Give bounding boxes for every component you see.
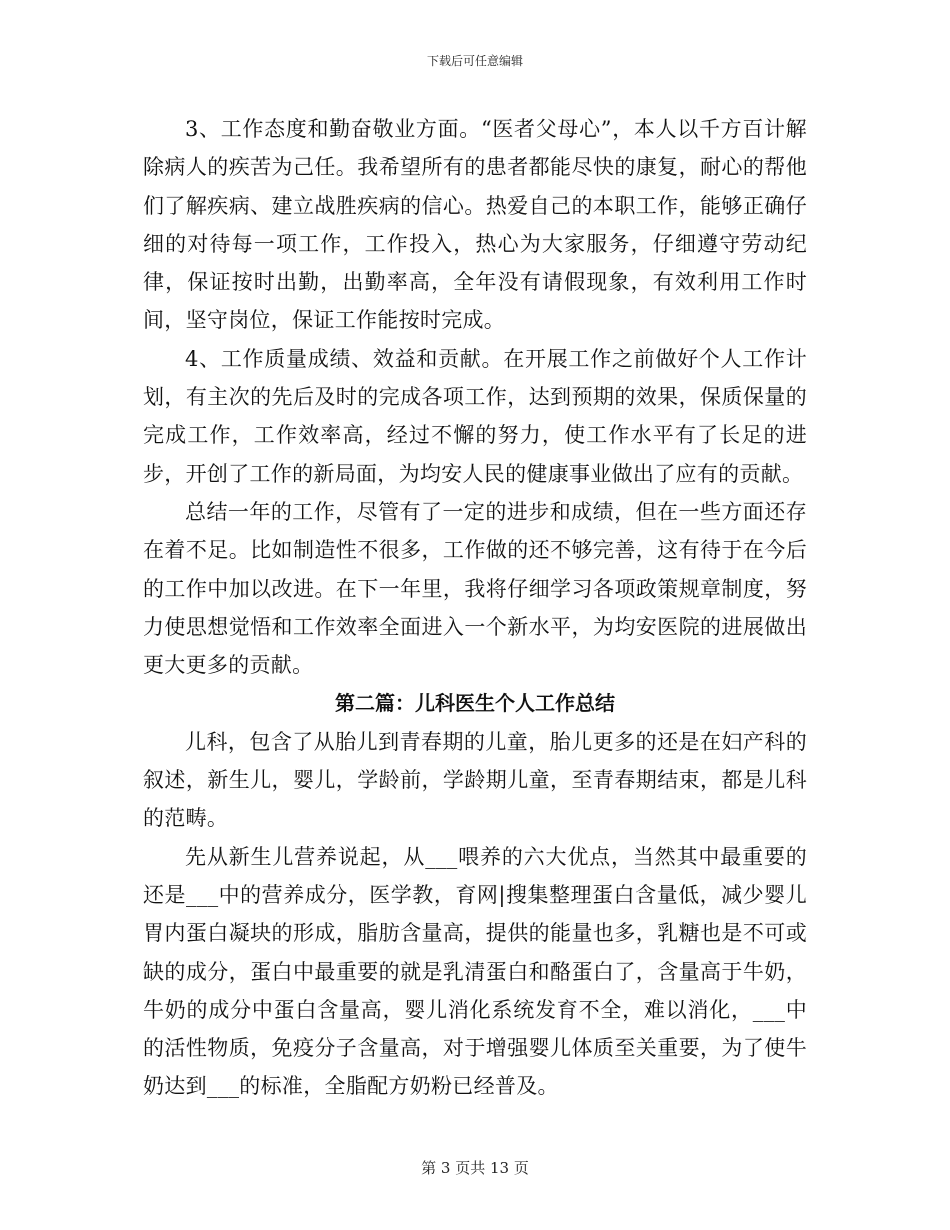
paragraph-year-summary: 总结一年的工作，尽管有了一定的进步和成绩，但在一些方面还存在着不足。比如制造性不很多，工作做的还不够完善，这有待于在今后的工作中加以改进。在下一年里，我将仔细学习各项政策规章制度，努力使思想觉悟和工作效率全面进入一个新水平，为均安医院的进展做出更大更多的贡献。 (143, 499, 807, 678)
paragraph-newborn-nutrition: 先从新生儿营养说起，从___喂养的六大优点，当然其中最重要的还是___中的营养成分，医学教，育网|搜集整理蛋白含量低，减少婴儿胃内蛋白凝块的形成，脂肪含量高，提供的能量也多，乳糖也是不可或缺的成分，蛋白中最重要的就是乳清蛋白和酪蛋白了，含量高于牛奶，牛奶的成分中蛋白含量高，婴儿消化系统发育不全，难以消化，___中的活性物质，免疫分子含量高，对于增强婴儿体质至关重要，为了使牛奶达到___的标准，全脂配方奶粉已经普及。 (143, 844, 807, 1099)
paragraph-work-attitude: 3、工作态度和勤奋敬业方面。“医者父母心”，本人以千方百计解除病人的疾苦为己任。我希望所有的患者都能尽快的康复，耐心的帮他们了解疾病、建立战胜疾病的信心。热爱自己的本职工作，能够正确仔细的对待每一项工作，工作投入，热心为大家服务，仔细遵守劳动纪律，保证按时出勤，出勤率高，全年没有请假现象，有效利用工作时间，坚守岗位，保证工作能按时完成。 (143, 117, 807, 333)
document-body (143, 110, 807, 1106)
paragraph-pediatrics-intro: 儿科，包含了从胎儿到青春期的儿童，胎儿更多的还是在妇产科的叙述，新生儿，婴儿，学龄前，学龄期儿童，至青春期结束，都是儿科的范畴。 (143, 729, 807, 831)
section-heading: 第二篇：儿科医生个人工作总结 (335, 691, 615, 716)
paragraph-work-quality: 4、工作质量成绩、效益和贡献。在开展工作之前做好个人工作计划，有主次的先后及时的完成各项工作，达到预期的效果，保质保量的完成工作，工作效率高，经过不懈的努力，使工作水平有了长足的进步，开创了工作的新局面，为均安人民的健康事业做出了应有的贡献。 (143, 346, 807, 486)
page-footer: 第 3 页共 13 页 (421, 1159, 529, 1177)
page-header: 下载后可任意编辑 (426, 54, 523, 68)
